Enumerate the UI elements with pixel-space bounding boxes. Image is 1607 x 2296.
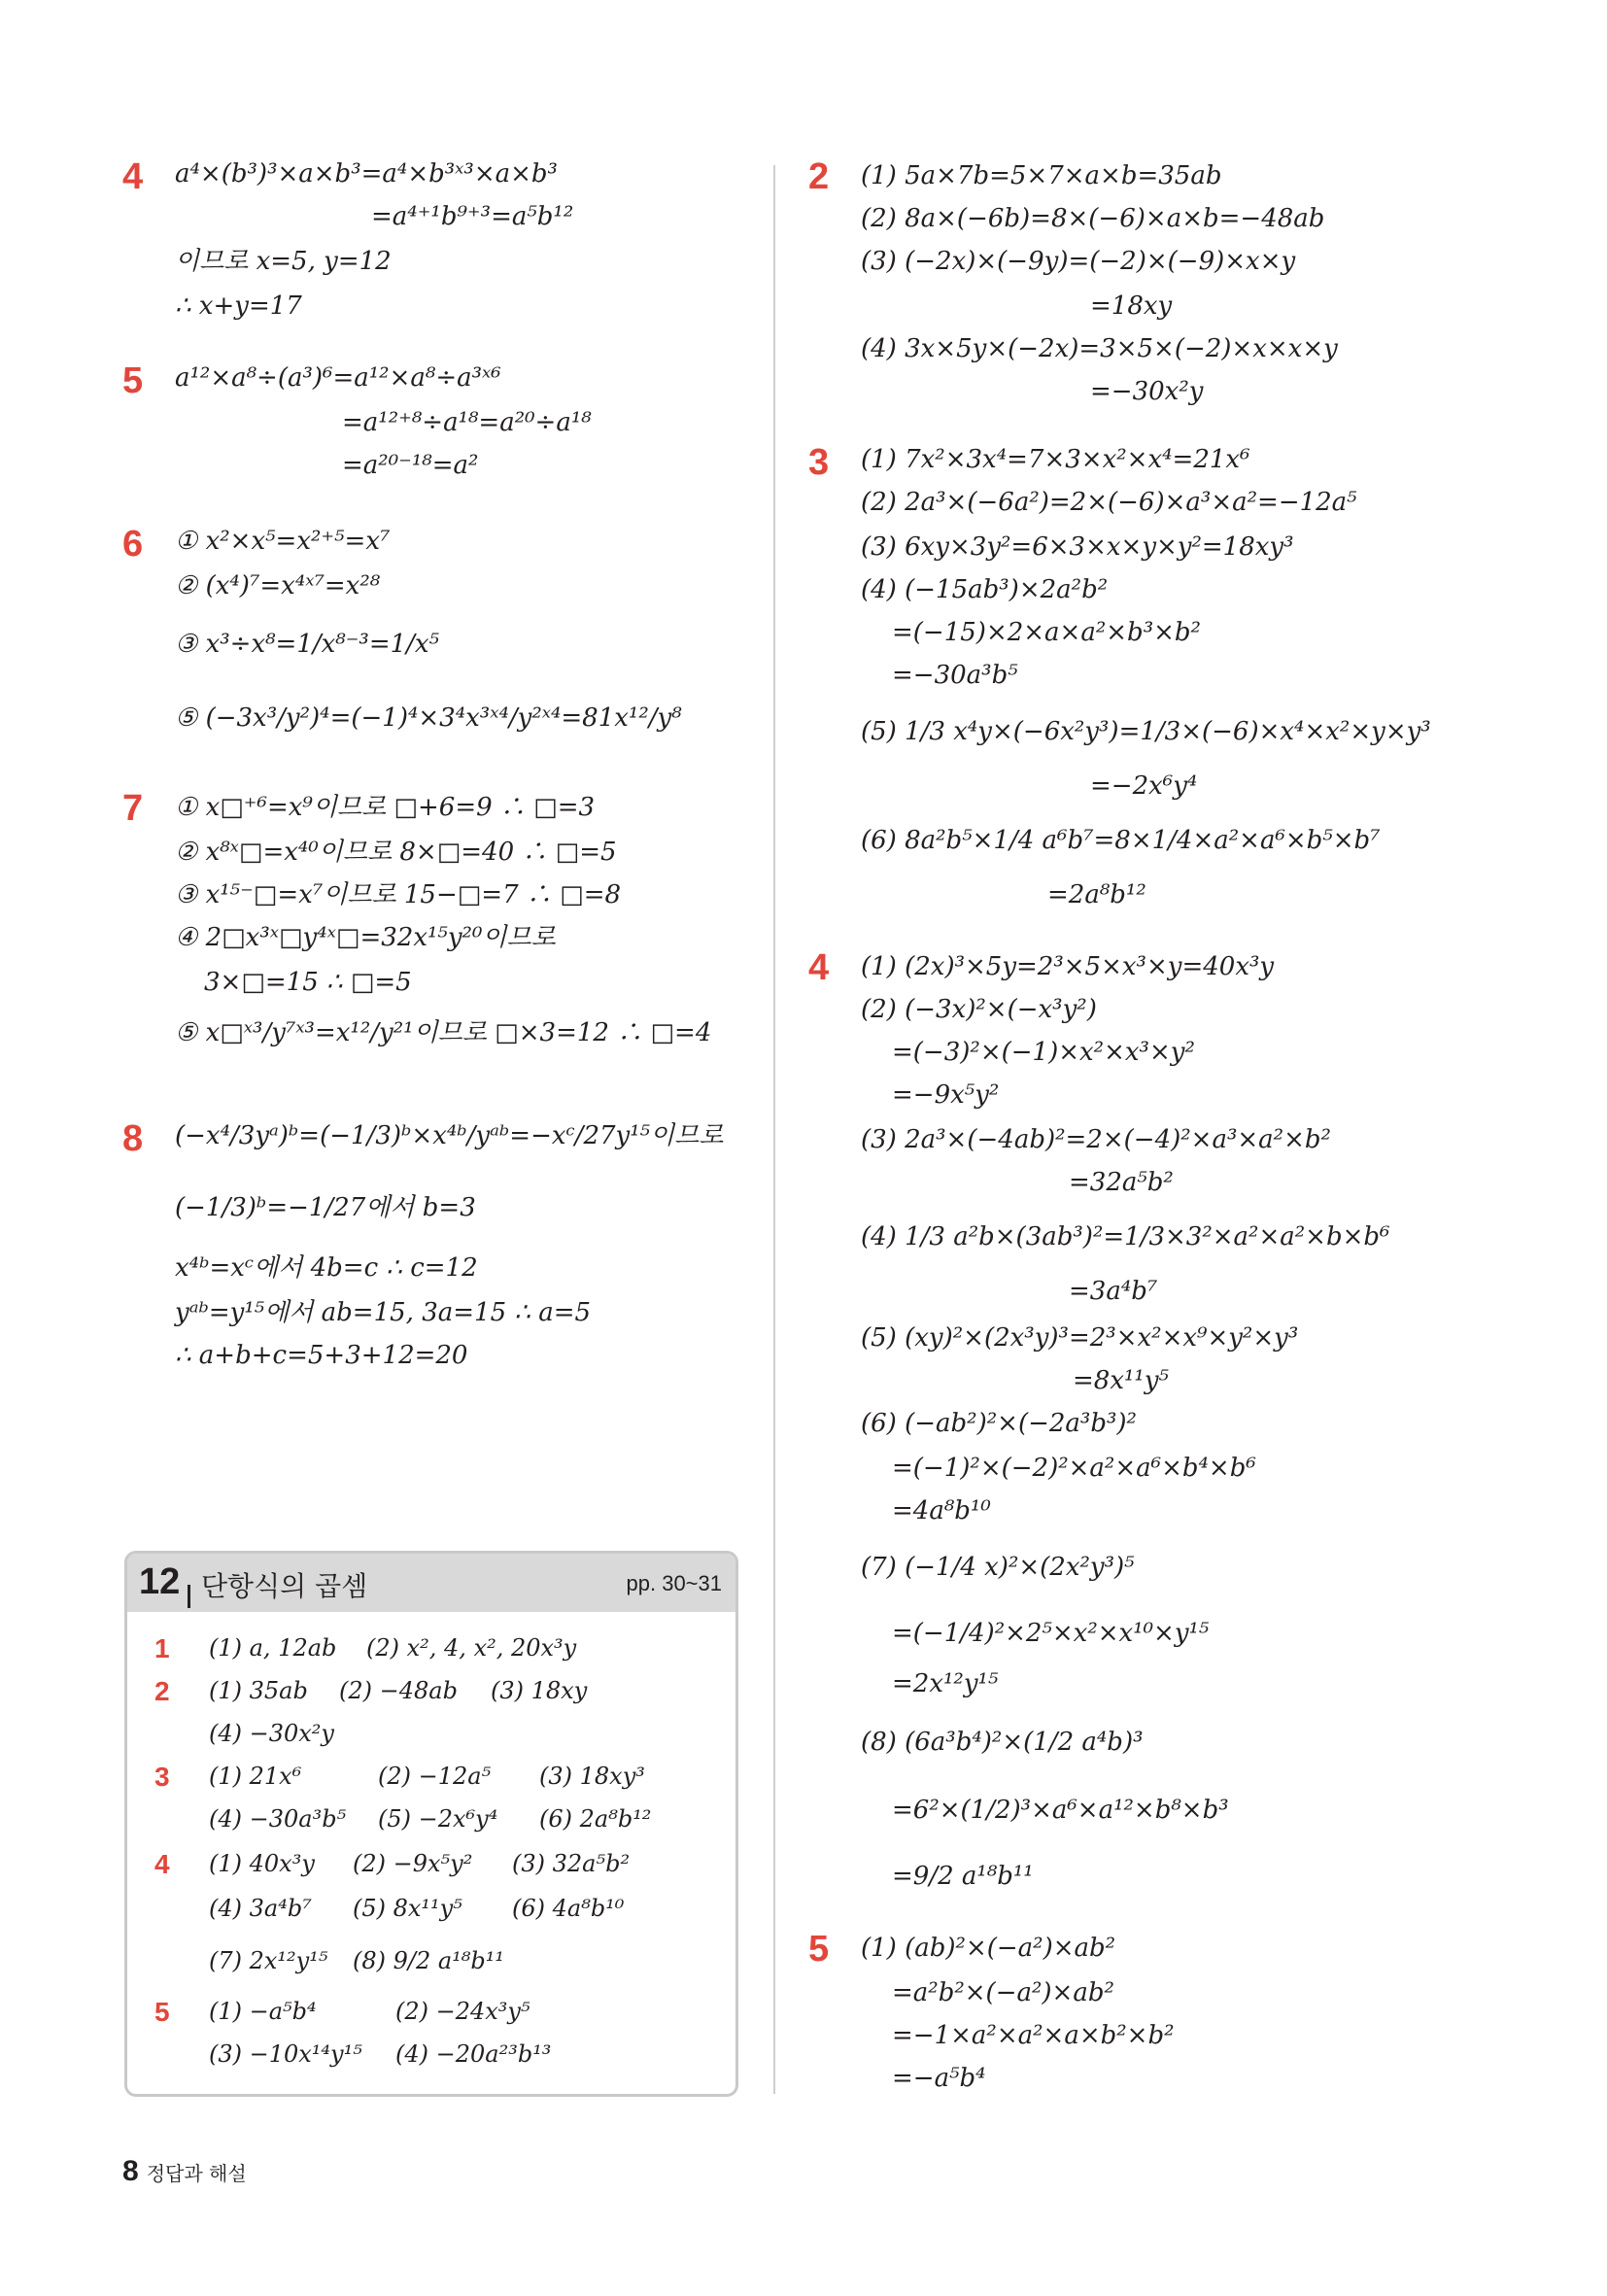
solution-line: ① x□⁺⁶=x⁹이므로 □+6=9 ∴ □=3 — [175, 793, 596, 822]
summary-answer: (4) −30x²y — [209, 1720, 334, 1747]
page-number: 8 — [122, 2155, 139, 2187]
solution-line: (5) (xy)²×(2x³y)³=2³×x²×x⁹×y²×y³ — [861, 1323, 1299, 1353]
solution-line: ② x⁸ˣ□=x⁴⁰이므로 8×□=40 ∴ □=5 — [175, 838, 617, 867]
page-footer — [122, 2155, 247, 2188]
solution-line: =(−15)×2×a×a²×b³×b² — [892, 618, 1201, 647]
summary-answer: (4) −30a³b⁵ — [209, 1805, 347, 1833]
solution-line: ③ x³÷x⁸=1/x⁸⁻³=1/x⁵ — [175, 630, 440, 659]
summary-answer: (5) −2x⁶y⁴ — [378, 1805, 498, 1833]
solution-line: a¹²×a⁸÷(a³)⁶=a¹²×a⁸÷a³ˣ⁶ — [175, 363, 501, 393]
solution-line: ⑤ (−3x³/y²)⁴=(−1)⁴×3⁴x³ˣ⁴/y²ˣ⁴=81x¹²/y⁸ — [175, 703, 682, 733]
summary-answer: (2) −24x³y⁵ — [395, 1998, 530, 2025]
solution-line: ① x²×x⁵=x²⁺⁵=x⁷ — [175, 527, 391, 556]
column-divider — [773, 165, 775, 2094]
solution-line: ∴ a+b+c=5+3+12=20 — [175, 1341, 468, 1370]
summary-answer: (5) 8x¹¹y⁵ — [353, 1895, 462, 1922]
summary-answer: (1) 21x⁶ — [209, 1763, 302, 1790]
solution-line: (1) (ab)²×(−a²)×ab² — [861, 1934, 1116, 1963]
summary-answer: (1) 35ab — [209, 1677, 308, 1704]
summary-answer: (3) 32a⁵b² — [512, 1850, 631, 1877]
summary-answer: (2) −9x⁵y² — [353, 1850, 473, 1877]
footer-label: 정답과 해설 — [146, 2162, 247, 2185]
summary-answer: (4) −20a²³b¹³ — [395, 2040, 552, 2068]
solution-line: (8) (6a³b⁴)²×(1/2 a⁴b)³ — [861, 1728, 1144, 1757]
solution-line: =4a⁸b¹⁰ — [892, 1496, 991, 1525]
solution-line: (1) 7x²×3x⁴=7×3×x²×x⁴=21x⁶ — [861, 445, 1250, 474]
summary-answer: (1) a, 12ab — [209, 1634, 337, 1662]
summary-answer: (2) x², 4, x², 20x³y — [366, 1634, 577, 1662]
solution-line: (6) 8a²b⁵×1/4 a⁶b⁷=8×1/4×a²×a⁶×b⁵×b⁷ — [861, 826, 1381, 855]
problem-number: 5 — [808, 1929, 830, 1970]
problem-number: 3 — [808, 442, 830, 483]
solution-line: ⑤ x□ˣ³/y⁷ˣ³=x¹²/y²¹이므로 □×3=12 ∴ □=4 — [175, 1018, 712, 1047]
solution-line: =9/2 a¹⁸b¹¹ — [892, 1862, 1034, 1891]
section-divider-tick — [188, 1585, 190, 1608]
solution-line: ④ 2□x³ˣ□y⁴ˣ□=32x¹⁵y²⁰이므로 — [175, 923, 556, 952]
solution-line: =a¹²⁺⁸÷a¹⁸=a²⁰÷a¹⁸ — [342, 408, 592, 437]
summary-row-number: 4 — [154, 1849, 170, 1879]
solution-line: =a²⁰⁻¹⁸=a² — [342, 451, 479, 480]
solution-line: (4) 1/3 a²b×(3ab³)²=1/3×3²×a²×a²×b×b⁶ — [861, 1222, 1390, 1251]
solution-line: =a⁴⁺¹b⁹⁺³=a⁵b¹² — [371, 202, 574, 231]
summary-answer: (3) −10x¹⁴y¹⁵ — [209, 2040, 362, 2068]
summary-answer: (3) 18xy³ — [539, 1763, 645, 1790]
summary-answer: (1) 40x³y — [209, 1850, 315, 1877]
summary-answer: (3) 18xy — [491, 1677, 588, 1704]
solution-line: =−1×a²×a²×a×b²×b² — [892, 2021, 1175, 2050]
solution-line: =(−3)²×(−1)×x²×x³×y² — [892, 1038, 1195, 1067]
solution-line: (3) 2a³×(−4ab)²=2×(−4)²×a³×a²×b² — [861, 1125, 1331, 1154]
solution-line: (3) 6xy×3y²=6×3×x×y×y²=18xy³ — [861, 532, 1294, 562]
solution-line: yᵃᵇ=y¹⁵에서 ab=15, 3a=15 ∴ a=5 — [175, 1298, 592, 1327]
section-number: 12 — [139, 1561, 181, 1602]
solution-line: =a²b²×(−a²)×ab² — [892, 1978, 1114, 2007]
summary-answer: (4) 3a⁴b⁷ — [209, 1895, 312, 1922]
problem-number: 2 — [808, 156, 830, 197]
solution-line: (−x⁴/3yᵃ)ᵇ=(−1/3)ᵇ×x⁴ᵇ/yᵃᵇ=−xᶜ/27y¹⁵이므로 — [175, 1121, 724, 1150]
answer-summary-box — [124, 1551, 738, 2097]
solution-line: =−9x⁵y² — [892, 1080, 1000, 1110]
problem-number: 4 — [808, 947, 830, 988]
summary-header — [127, 1554, 735, 1612]
solution-line: =(−1)²×(−2)²×a²×a⁶×b⁴×b⁶ — [892, 1454, 1256, 1483]
solution-line: =−a⁵b⁴ — [892, 2064, 986, 2093]
summary-answer: (1) −a⁵b⁴ — [209, 1998, 317, 2025]
solution-line: (4) (−15ab³)×2a²b² — [861, 575, 1109, 604]
problem-number: 8 — [122, 1118, 144, 1159]
solution-line: (3) (−2x)×(−9y)=(−2)×(−9)×x×y — [861, 247, 1296, 276]
problem-number: 6 — [122, 524, 144, 565]
solution-line: =18xy — [1090, 291, 1173, 321]
solution-line: (−1/3)ᵇ=−1/27에서 b=3 — [175, 1193, 476, 1222]
solution-line: (6) (−ab²)²×(−2a³b³)² — [861, 1409, 1137, 1438]
solution-line: =6²×(1/2)³×a⁶×a¹²×b⁸×b³ — [892, 1796, 1229, 1825]
problem-number: 5 — [122, 360, 144, 401]
solution-line: ③ x¹⁵⁻□=x⁷이므로 15−□=7 ∴ □=8 — [175, 880, 622, 909]
summary-row-number: 2 — [154, 1676, 170, 1706]
section-title: 단항식의 곱셈 — [201, 1570, 368, 1602]
problem-number: 4 — [122, 156, 144, 197]
solution-line: =2a⁸b¹² — [1047, 880, 1146, 909]
summary-answer: (7) 2x¹²y¹⁵ — [209, 1947, 328, 1974]
solution-line: (4) 3x×5y×(−2x)=3×5×(−2)×x×x×y — [861, 334, 1338, 363]
solution-line: a⁴×(b³)³×a×b³=a⁴×b³ˣ³×a×b³ — [175, 159, 558, 188]
summary-answer: (6) 4a⁸b¹⁰ — [512, 1895, 625, 1922]
summary-row-number: 5 — [154, 1997, 170, 2027]
solution-line: =−2x⁶y⁴ — [1090, 771, 1198, 801]
problem-number: 7 — [122, 788, 144, 829]
solution-line: =(−1/4)²×2⁵×x²×x¹⁰×y¹⁵ — [892, 1619, 1210, 1648]
solution-line: 3×□=15 ∴ □=5 — [204, 968, 412, 997]
solution-line: =32a⁵b² — [1069, 1168, 1174, 1197]
solution-line: (5) 1/3 x⁴y×(−6x²y³)=1/3×(−6)×x⁴×x²×y×y³ — [861, 717, 1431, 746]
solution-line: ② (x⁴)⁷=x⁴ˣ⁷=x²⁸ — [175, 571, 381, 600]
solution-line: (2) (−3x)²×(−x³y²) — [861, 995, 1097, 1024]
solution-line: (2) 2a³×(−6a²)=2×(−6)×a³×a²=−12a⁵ — [861, 488, 1357, 517]
solution-line: (1) 5a×7b=5×7×a×b=35ab — [861, 161, 1222, 190]
solution-line: 이므로 x=5, y=12 — [175, 247, 392, 276]
solution-line: =8x¹¹y⁵ — [1073, 1366, 1169, 1395]
summary-answer: (2) −48ab — [339, 1677, 458, 1704]
summary-answer: (2) −12a⁵ — [378, 1763, 492, 1790]
solution-line: =−30a³b⁵ — [892, 661, 1018, 690]
solution-line: (7) (−1/4 x)²×(2x²y³)⁵ — [861, 1553, 1135, 1582]
solution-line: =3a⁴b⁷ — [1069, 1277, 1158, 1306]
solution-line: ∴ x+y=17 — [175, 291, 302, 321]
solution-line: (2) 8a×(−6b)=8×(−6)×a×b=−48ab — [861, 204, 1325, 233]
summary-row-number: 1 — [154, 1633, 170, 1663]
solution-line: =2x¹²y¹⁵ — [892, 1669, 999, 1698]
page-range: pp. 30~31 — [626, 1571, 722, 1595]
solution-line: x⁴ᵇ=xᶜ에서 4b=c ∴ c=12 — [175, 1253, 478, 1283]
solution-line: =−30x²y — [1090, 377, 1204, 406]
solution-line: (1) (2x)³×5y=2³×5×x³×y=40x³y — [861, 952, 1275, 981]
summary-answer: (8) 9/2 a¹⁸b¹¹ — [353, 1947, 505, 1974]
summary-row-number: 3 — [154, 1762, 170, 1792]
summary-answer: (6) 2a⁸b¹² — [539, 1805, 652, 1833]
